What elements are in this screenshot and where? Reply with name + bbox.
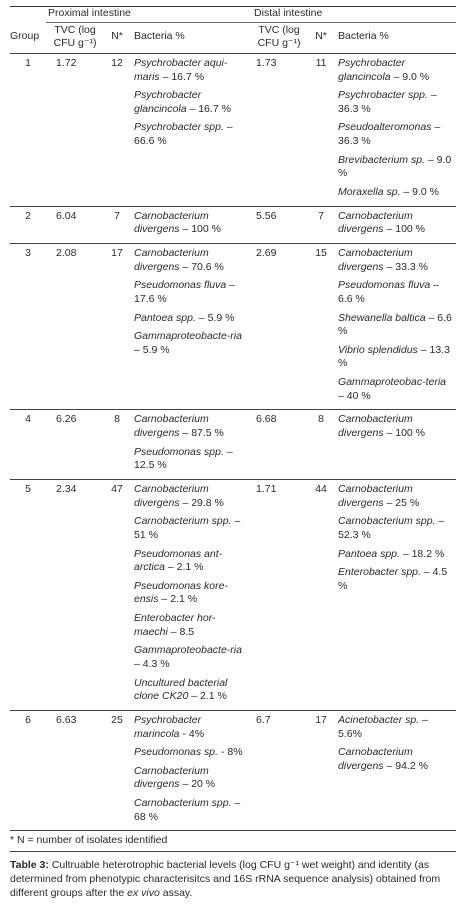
bacteria-name: Pseudomonas kore-ensis	[134, 579, 228, 606]
bacteria-name: Carnobacterium divergens	[134, 764, 209, 791]
proximal-n-cell: 25	[111, 713, 123, 726]
bacteria-percent: – 16.7 %	[159, 70, 205, 83]
proximal-tvc-cell: 6.63	[56, 713, 77, 726]
distal-n-cell: 8	[318, 413, 324, 426]
proximal-bacteria-cell	[130, 206, 250, 243]
bacteria-entry	[338, 57, 453, 84]
proximal-tvc-cell: 6.04	[56, 209, 77, 222]
caption-end: assay.	[159, 887, 193, 900]
table-row	[10, 479, 456, 710]
bacteria-percent: – 18.2 %	[399, 547, 445, 560]
proximal-n-cell: 8	[114, 413, 120, 426]
bacteria-percent: – 94.2 %	[383, 759, 428, 772]
bacteria-entry	[134, 580, 247, 607]
bacteria-name: Acinetobacter sp.	[338, 713, 420, 726]
proximal-n-cell: 17	[111, 246, 123, 259]
distal-bacteria-cell	[334, 710, 456, 830]
bacteria-name: Carnobacterium spp.	[134, 515, 232, 528]
bacteria-percent: – 25 %	[383, 496, 420, 509]
bacteria-name: Carnobacterium divergens	[338, 209, 413, 236]
bacteria-name: Carnobacterium divergens	[338, 413, 413, 440]
bacteria-entry	[338, 154, 453, 181]
bacteria-entry	[134, 247, 247, 274]
table-row	[10, 53, 456, 206]
bacteria-name: Pseudomonas fluva	[338, 279, 431, 292]
proximal-tvc-cell: 6.26	[56, 413, 77, 426]
bacteria-name: Pseudomonas fluva	[134, 279, 227, 292]
bacteria-percent: – 16.7 %	[186, 102, 231, 115]
bacteria-name: Pseudoalteromonas	[338, 121, 432, 134]
bacteria-entry	[134, 121, 247, 148]
bacteria-entry	[338, 89, 453, 116]
proximal-intestine-header: Proximal intestine	[46, 7, 250, 23]
bacteria-name: Carnobacterium spp.	[338, 515, 436, 528]
group-cell: 5	[25, 482, 31, 495]
table-column-header-row	[10, 22, 456, 53]
bacteria-entry	[134, 279, 247, 306]
bacteria-percent: – 9.0 %	[390, 70, 430, 83]
bacteria-entry	[134, 548, 247, 575]
table-body	[10, 53, 456, 830]
bacteria-name: Brevibacterium sp.	[338, 153, 425, 166]
bacteria-entry	[134, 644, 247, 671]
bacteria-percent: – 5.9 %	[134, 343, 170, 356]
proximal-bacteria-cell	[130, 710, 250, 830]
caption-italic: ex vivo	[127, 887, 160, 900]
bacteria-entry	[338, 376, 453, 403]
distal-tvc-cell: 1.71	[256, 482, 277, 495]
bacteria-entry	[338, 714, 453, 741]
bacteria-entry	[338, 566, 453, 593]
distal-n-cell: 15	[315, 246, 327, 259]
distal-tvc-cell: 5.56	[256, 209, 277, 222]
bacteria-entry	[134, 612, 247, 639]
bacteria-entry	[134, 797, 247, 824]
bacteria-percent: – 100 %	[383, 223, 426, 236]
bacteria-percent: – 2.1 %	[164, 561, 204, 574]
caption-label: Table 3:	[10, 859, 49, 872]
bacteria-percent: - 8%	[218, 746, 243, 759]
bacteria-entry	[134, 413, 247, 440]
bacteria-entry	[338, 483, 453, 510]
bacteria-entry	[134, 483, 247, 510]
bacteria-entry	[134, 446, 247, 473]
distal-n-cell: 11	[315, 56, 327, 69]
bacteria-percent: – 87.5 %	[179, 427, 224, 440]
bacteria-entry	[134, 57, 247, 84]
bacteria-name: Carnobacterium divergens	[338, 746, 413, 772]
bacteria-percent: – 36.3 %	[338, 89, 437, 115]
distal-bacteria-cell	[334, 243, 456, 409]
distal-bacteria-column-header: Bacteria %	[338, 30, 389, 43]
bacteria-percent: – 52.3 %	[338, 515, 445, 541]
bacteria-percent: – 66.6 %	[134, 121, 233, 148]
bacteria-name: Psychrobacter spp.	[134, 121, 224, 134]
bacteria-entry	[338, 279, 453, 306]
bacteria-name: Carnobacterium divergens	[134, 482, 209, 509]
bacteria-entry	[338, 746, 453, 773]
bacteria-entry	[338, 186, 453, 200]
distal-tvc-cell: 2.69	[256, 246, 277, 259]
bacteria-percent: – 5.9 %	[195, 311, 235, 324]
bacteria-entry	[134, 677, 247, 704]
group-cell: 1	[25, 56, 31, 69]
bacteria-name: Psychrobacter marincola	[134, 713, 202, 740]
bacteria-entry	[338, 515, 453, 542]
bacteria-name: Pantoea spp.	[338, 547, 400, 560]
bacteria-name: Gammaproteobac-teria	[338, 376, 446, 389]
bacteria-name: Moraxella sp.	[338, 186, 401, 199]
bacteria-percent: – 2.1 %	[158, 593, 198, 606]
bacteria-name: Carnobacterium divergens	[134, 246, 209, 273]
distal-tvc-column-header: TVC (log CFU g⁻¹)	[257, 23, 301, 50]
bacteria-percent: – 4.3 %	[134, 657, 170, 670]
bacteria-name: Carnobacterium divergens	[338, 246, 413, 273]
distal-n-cell: 7	[318, 209, 324, 222]
group-cell: 6	[25, 713, 31, 726]
distal-bacteria-cell	[334, 53, 456, 206]
bacteria-percent: – 6.6 %	[338, 279, 440, 305]
group-column-header: Group	[10, 30, 40, 43]
distal-n-column-header: N*	[315, 30, 327, 43]
bacteria-name: Psychrobacter glancincola	[338, 56, 406, 83]
table-caption	[10, 858, 456, 901]
bacteria-entry	[338, 344, 453, 371]
bacteria-name: Enterobacter hor-maechi	[134, 612, 216, 638]
bacteria-percent: – 40 %	[338, 389, 371, 402]
bacteria-entry	[338, 312, 453, 339]
bacteria-name: Carnobacterium spp.	[134, 797, 232, 810]
distal-tvc-cell: 1.73	[256, 56, 277, 69]
bacteria-percent: – 70.6 %	[179, 260, 224, 273]
bacteria-entry	[134, 210, 247, 237]
bacteria-entry	[134, 746, 247, 760]
proximal-n-column-header: N*	[111, 30, 123, 43]
bacteria-entry	[134, 89, 247, 116]
bacteria-name: Enterobacter spp.	[338, 566, 421, 579]
bacteria-entry	[338, 210, 453, 237]
bacteria-percent: - 4%	[179, 727, 205, 740]
bacteria-name: Pseudomonas spp.	[134, 445, 224, 458]
bacteria-entry	[134, 765, 247, 792]
bacteria-percent: – 13.3 %	[338, 343, 450, 370]
bacteria-name: Psychrobacter aqui-maris	[134, 56, 228, 83]
bacteria-name: Vibrio splendidus	[338, 343, 418, 356]
distal-bacteria-cell	[334, 479, 456, 710]
bacteria-name: Psychrobacter spp.	[338, 89, 428, 102]
proximal-bacteria-cell	[130, 243, 250, 409]
bacteria-percent: – 51 %	[134, 515, 241, 541]
table-row	[10, 710, 456, 830]
distal-n-cell: 44	[315, 482, 327, 495]
bacteria-name: Carnobacterium divergens	[134, 413, 209, 440]
proximal-bacteria-cell	[130, 479, 250, 710]
bacteria-percent: – 20 %	[179, 778, 216, 791]
bacteria-name: Carnobacterium divergens	[134, 209, 209, 236]
bacteria-percent: – 29.8 %	[179, 496, 224, 509]
table-row	[10, 243, 456, 409]
bacteria-name: Pseudomonas sp.	[134, 746, 219, 759]
bacteria-entry	[338, 548, 453, 562]
bacteria-entry	[338, 247, 453, 274]
bacteria-name: Uncultured bacterial clone CK20	[134, 676, 228, 703]
bacteria-name: Gammaproteobacte-ria	[134, 330, 242, 343]
bacteria-name: Pseudomonas ant-arctica	[134, 547, 223, 574]
bacteria-percent: – 8.5	[167, 625, 195, 638]
bacteria-name: Pantoea spp.	[134, 311, 196, 324]
table-footnote: * N = number of isolates identified	[10, 834, 456, 852]
table-section-header-row	[10, 7, 456, 23]
bacteria-entry	[134, 330, 247, 357]
distal-bacteria-cell	[334, 206, 456, 243]
proximal-n-cell: 7	[114, 209, 120, 222]
proximal-n-cell: 12	[111, 56, 123, 69]
bacteria-entry	[338, 121, 453, 148]
bacteria-percent: – 33.3 %	[383, 260, 428, 273]
bacteria-entry	[134, 714, 247, 741]
proximal-bacteria-column-header: Bacteria %	[134, 30, 185, 43]
table-row	[10, 410, 456, 480]
bacteria-percent: – 36.3 %	[338, 121, 441, 148]
group-cell: 2	[25, 209, 31, 222]
distal-tvc-cell: 6.68	[256, 413, 277, 426]
bacteria-percent: – 100 %	[383, 427, 426, 440]
bacteria-table	[10, 6, 456, 831]
proximal-tvc-column-header: TVC (log CFU g⁻¹)	[53, 23, 97, 50]
distal-n-cell: 17	[315, 713, 327, 726]
bacteria-percent: – 2.1 %	[188, 690, 227, 703]
proximal-n-cell: 47	[111, 482, 123, 495]
proximal-bacteria-cell	[130, 410, 250, 480]
bacteria-percent: – 9.0 %	[400, 186, 440, 199]
bacteria-entry	[134, 312, 247, 326]
proximal-tvc-cell: 2.34	[56, 482, 77, 495]
bacteria-percent: – 17.6 %	[134, 279, 235, 305]
group-cell: 4	[25, 413, 31, 426]
distal-tvc-cell: 6.7	[256, 713, 271, 726]
bacteria-percent: – 100 %	[179, 223, 221, 236]
proximal-tvc-cell: 1.72	[56, 56, 77, 69]
bacteria-entry	[338, 413, 453, 440]
bacteria-name: Shewanella baltica	[338, 311, 426, 324]
bacteria-entry	[134, 515, 247, 542]
bacteria-name: Psychrobacter glancincola	[134, 89, 202, 115]
bacteria-name: Gammaproteobacte-ria	[134, 644, 242, 657]
bacteria-name: Carnobacterium divergens	[338, 482, 413, 509]
table-row	[10, 206, 456, 243]
bacteria-percent: – 68 %	[134, 797, 241, 823]
proximal-bacteria-cell	[130, 53, 250, 206]
bacteria-percent: – 4.5 %	[338, 566, 448, 592]
bacteria-percent: – 9.0 %	[338, 153, 452, 180]
distal-intestine-header: Distal intestine	[250, 7, 456, 23]
distal-bacteria-cell	[334, 410, 456, 480]
bacteria-percent: – 5.6%	[338, 713, 428, 740]
caption-text: Cultruable heterotrophic bacterial levels (log CFU g⁻¹ wet weight) and identity (as determined from phenotypic characterisitcs and 16S rRNA sequence analysis) obtained from different groups after the	[10, 859, 441, 900]
group-cell: 3	[25, 246, 31, 259]
proximal-tvc-cell: 2.08	[56, 246, 77, 259]
bacteria-percent: – 12.5 %	[134, 445, 233, 472]
bacteria-percent: – 6.6 %	[338, 311, 452, 338]
